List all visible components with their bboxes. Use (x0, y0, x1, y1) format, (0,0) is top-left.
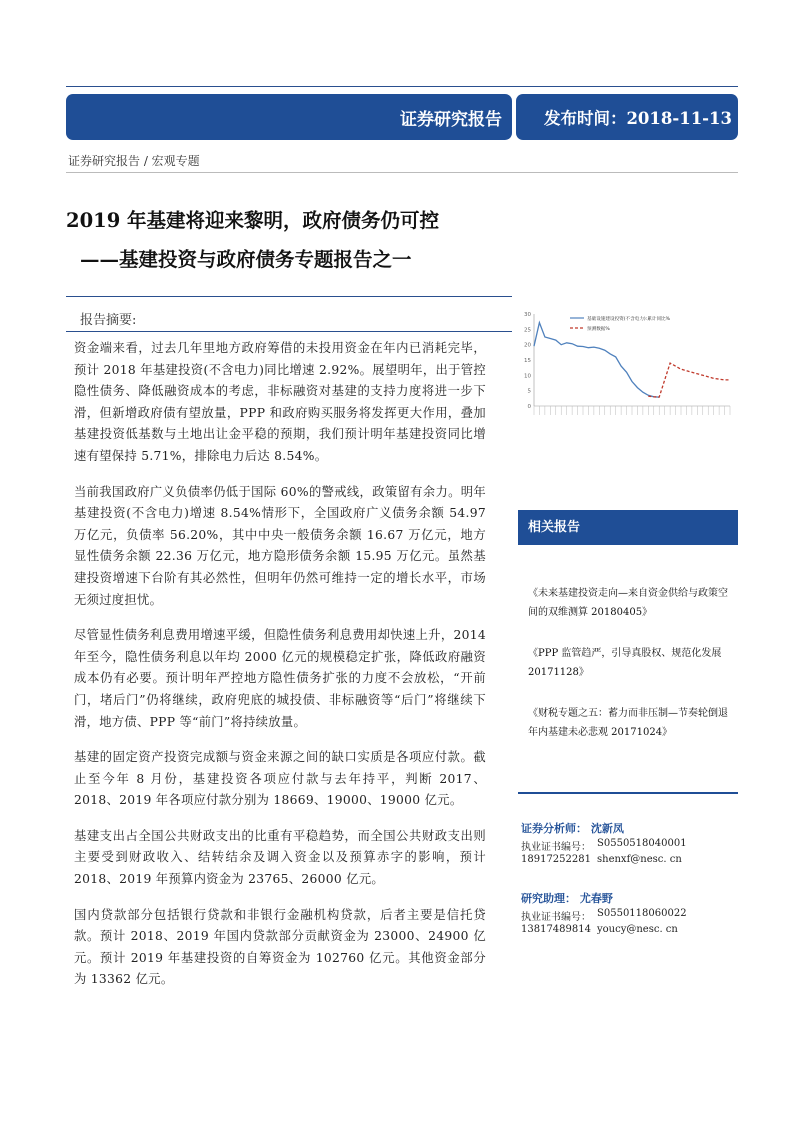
y-tick-label: 10 (524, 373, 531, 380)
title-divider (66, 296, 512, 297)
breadcrumb-divider (66, 172, 738, 173)
abstract-label: 报告摘要: (80, 313, 137, 328)
analyst-name: 证券分析师： 沈新凤 (521, 822, 624, 835)
y-tick-label: 20 (524, 342, 531, 349)
y-tick-label: 0 (527, 404, 531, 410)
assistant-email[interactable]: youcy@nesc. cn (597, 924, 678, 935)
cert-number: S0550518040001 (597, 838, 687, 849)
assistant-name: 研究助理： 尤春野 (521, 892, 613, 905)
analyst-cert-row (521, 838, 735, 853)
cert-number: S0550118060022 (597, 908, 687, 919)
y-tick-label: 5 (527, 388, 531, 395)
y-tick-label: 30 (524, 312, 531, 318)
analyst-divider (518, 792, 738, 794)
assistant-cert-row (521, 908, 735, 923)
publish-date-label: 发布时间：2018-11-13 (543, 109, 732, 128)
related-report-item[interactable]: 《未来基建投资走向—来自资金供给与政策空间的双维测算 20180405》 (528, 588, 728, 618)
abstract-paragraph: 国内贷款部分包括银行贷款和非银行金融机构贷款，后者主要是信托贷款。预计 2018、2019 年国内贷款部分贡献资金为 23000、24900 亿元。预计 2019 年基建投资的自筹资金为 102760 亿元。其他资金部分为 13362 亿元。 (74, 907, 486, 987)
y-tick-label: 25 (524, 327, 531, 334)
abstract-divider (66, 331, 512, 332)
publish-date-banner (516, 94, 738, 140)
legend-label: 基础设施建设投资(不含电力):累计同比% (587, 317, 670, 322)
series-line-1 (534, 323, 659, 398)
report-type-banner (66, 94, 512, 140)
abstract-body (74, 338, 486, 1005)
abstract-paragraph: 尽管显性债务利息费用增速平缓，但隐性债务利息费用却快速上升，2014 年至今，隐性债务利息以年均 2000 亿元的规模稳定扩张，降低政府融资成本仍有必要。预计明年严控地方隐性债务扩张的力度不会放松，“开前门，堵后门”仍将继续，政府兜底的城投债、非标融资等“后门”将继续下滑，地方债、PPP 等“前门”将持续放量。 (74, 628, 486, 729)
top-rule (66, 86, 738, 87)
abstract-paragraph: 基建支出占全国公共财政支出的比重有平稳趋势，而全国公共财政支出则主要受到财政收入、结转结余及调入资金以及预算赤字的影响，预计 2018、2019 年预算内资金为 23765、26000 亿元。 (74, 828, 486, 887)
assistant-contact-row (521, 924, 735, 935)
legend-label: 预测数据% (587, 327, 610, 332)
assistant-phone: 13817489814 (521, 924, 591, 935)
cert-label: 执业证书编号： (521, 842, 591, 853)
related-reports-title: 相关报告 (528, 520, 581, 535)
cert-label: 执业证书编号： (521, 912, 591, 923)
page-subtitle: ——基建投资与政府债务专题报告之一 (80, 248, 412, 271)
analyst-contact-row (521, 854, 735, 865)
analyst-phone: 18917252281 (521, 854, 591, 865)
related-report-item[interactable]: 《PPP 监管趋严，引导真股权、规范化发展 20171128》 (528, 648, 722, 678)
related-reports-header (518, 510, 738, 545)
report-type-label: 证券研究报告 (400, 109, 502, 130)
series-line-2 (648, 363, 730, 397)
breadcrumb: 证券研究报告 / 宏观专题 (68, 154, 200, 168)
page-title: 2019 年基建将迎来黎明，政府债务仍可控 (66, 209, 440, 232)
related-report-item[interactable]: 《财税专题之五：蓄力而非压制—节奏轮倒退年内基建未必悲观 20171024》 (528, 708, 728, 738)
infrastructure-investment-chart (518, 306, 738, 424)
analyst-email[interactable]: shenxf@nesc. cn (597, 854, 682, 865)
abstract-paragraph: 当前我国政府广义负债率仍低于国际 60%的警戒线，政策留有余力。明年基建投资(不含电力)增速 8.54%情形下，全国政府广义债务余额 54.97 万亿元，负债率 56.20%，其中中央一般债务余额 16.67 万亿元，地方显性债务余额 22.36 万亿元，地方隐形债务余额 15.95 万亿元。虽然基建投资增速下台阶有其必然性，但明年仍然可维持一定的增长水平，市场无须过度担忧。 (74, 484, 486, 607)
y-tick-label: 15 (524, 358, 531, 364)
abstract-paragraph: 资金端来看，过去几年里地方政府筹借的未投用资金在年内已消耗完毕，预计 2018 年基建投资(不含电力)同比增速 2.92%。展望明年，出于管控隐性债务、降低融资成本的考虑，非标融资对基建的支持力度将进一步下滑，但新增政府债有望放量，PPP 和政府购买服务将发挥更大作用，叠加基建投资低基数与土地出让金平稳的预期，我们预计明年基建投资同比增速有望保持 5.71%，排除电力后达 8.54%。 (74, 341, 486, 463)
abstract-paragraph: 基建的固定资产投资完成额与资金来源之间的缺口实质是各项应付款。截止至今年 8 月份，基建投资各项应付款与去年持平，判断 2017、2018、2019 年各项应付款分别为 18669、19000、19000 亿元。 (74, 750, 486, 808)
